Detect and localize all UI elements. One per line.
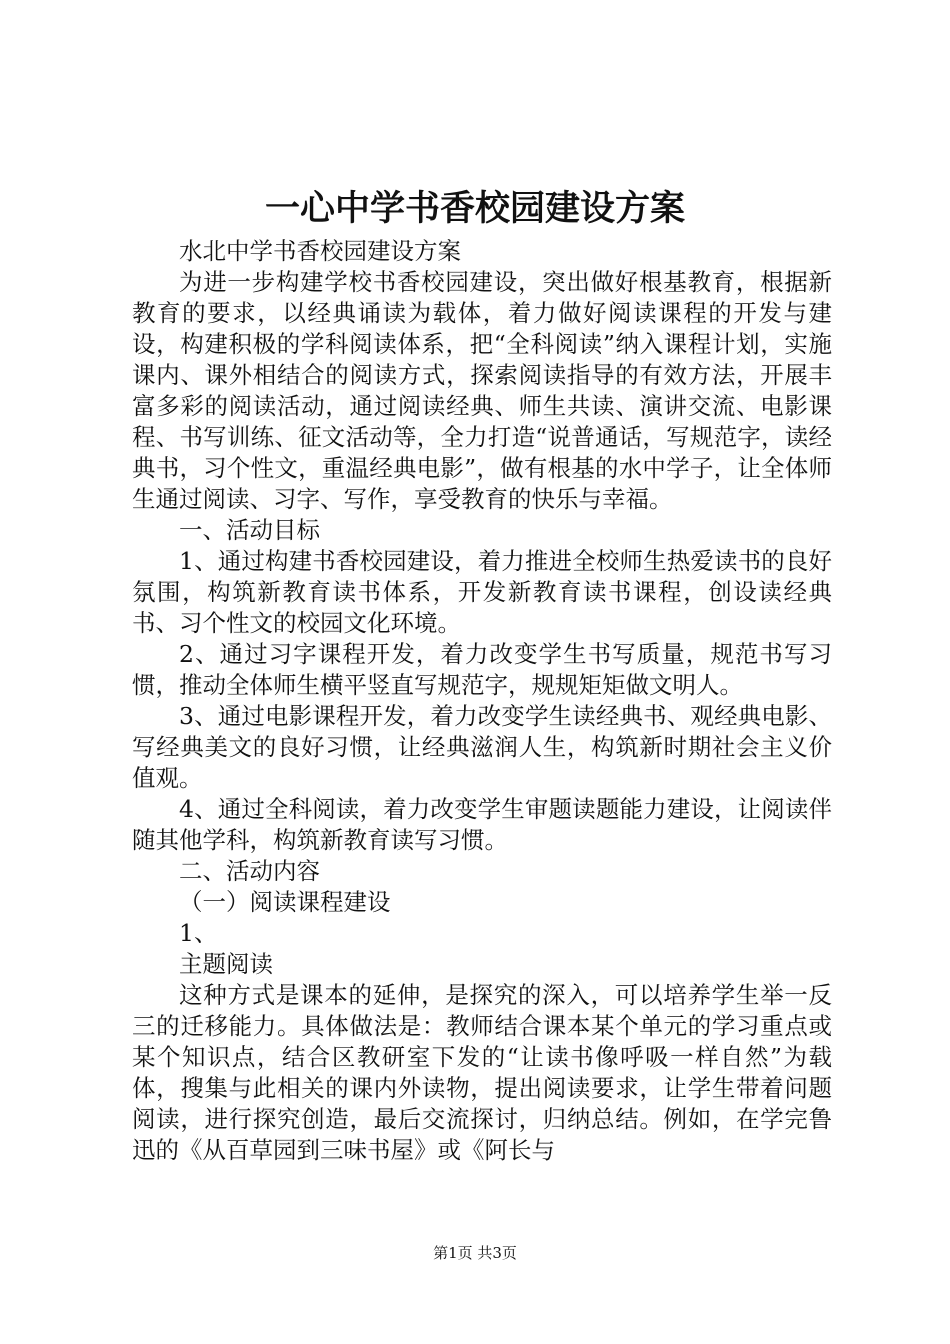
- goal-paragraph-1: 1、通过构建书香校园建设，着力推进全校师生热爱读书的良好氛围，构筑新教育读书体系，开发新教育读书课程，创设读经典书、习个性文的校园文化环境。: [132, 547, 832, 637]
- document-body: [132, 236, 832, 1166]
- section-heading-goals: 一、活动目标: [179, 516, 320, 544]
- subsection-heading-reading: （一）阅读课程建设: [179, 888, 391, 916]
- intro-paragraph: 为进一步构建学校书香校园建设，突出做好根基教育，根据新教育的要求，以经典诵读为载体，着力做好阅读课程的开发与建设，构建积极的学科阅读体系，把“全科阅读”纳入课程计划，实施课内、课外相结合的阅读方式，探索阅读指导的有效方法，开展丰富多彩的阅读活动，通过阅读经典、师生共读、演讲交流、电影课程、书写训练、征文活动等，全力打造“说普通话，写规范字，读经典书，习个性文，重温经典电影”，做有根基的水中学子，让全体师生通过阅读、习字、写作，享受教育的快乐与幸福。: [132, 268, 832, 513]
- goal-paragraph-4: 4、通过全科阅读，着力改变学生审题读题能力建设，让阅读伴随其他学科，构筑新教育读写习惯。: [132, 795, 832, 854]
- item-number-1: 1、: [179, 919, 218, 947]
- theme-reading-paragraph: 这种方式是课本的延伸，是探究的深入，可以培养学生举一反三的迁移能力。具体做法是：教师结合课本某个单元的学习重点或某个知识点，结合区教研室下发的“让读书像呼吸一样自然”为载体，搜集与此相关的课内外读物，提出阅读要求，让学生带着问题阅读，进行探究创造，最后交流探讨，归纳总结。例如，在学完鲁迅的《从百草园到三味书屋》或《阿长与: [132, 981, 832, 1164]
- goal-paragraph-2: 2、通过习字课程开发，着力改变学生书写质量，规范书写习惯，推动全体师生横平竖直写规范字，规规矩矩做文明人。: [132, 640, 832, 699]
- goal-paragraph-3: 3、通过电影课程开发，着力改变学生读经典书、观经典电影、写经典美文的良好习惯，让经典滋润人生，构筑新时期社会主义价值观。: [132, 702, 832, 792]
- section-heading-content: 二、活动内容: [179, 857, 320, 885]
- document-title: 一心中学书香校园建设方案: [264, 188, 685, 229]
- page-footer: 第1页 共3页: [433, 1244, 517, 1262]
- item-heading-theme-reading: 主题阅读: [179, 950, 273, 978]
- subtitle-paragraph: 水北中学书香校园建设方案: [179, 237, 461, 265]
